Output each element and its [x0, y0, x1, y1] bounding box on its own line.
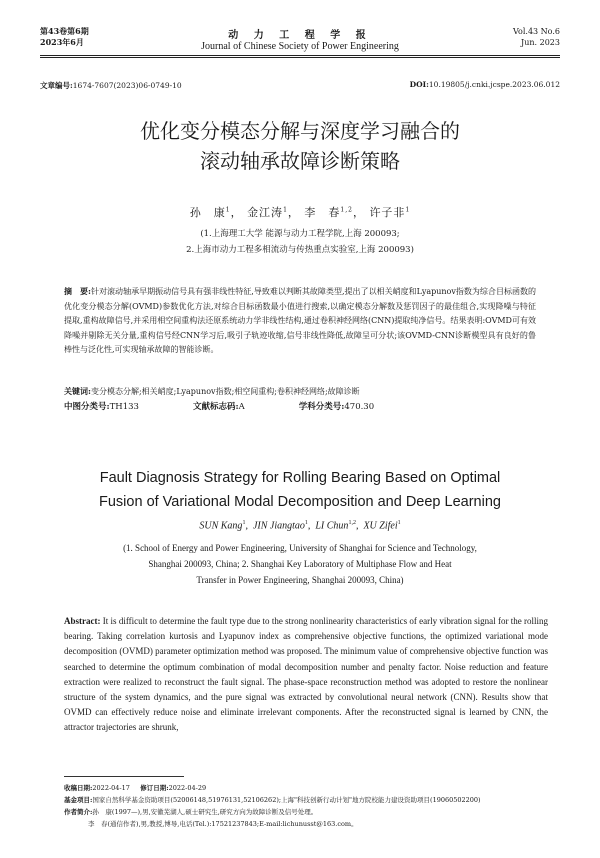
journal-header [40, 26, 560, 56]
author-en: XU Zifei [363, 520, 398, 532]
abstract-cn-text: 针对滚动轴承早期振动信号具有强非线性特征,导致难以判断其故障类型,提出了以相关峭度和Lyapunov指数为综合目标函数的优化变分模态分解(OVMD)参数优化方法,对综合目标函数最小值进行搜索,以确定模态分解数及惩罚因子的最佳组合,实现降噪与特征提取,重构故障信号,并采用相空间重构法还原系统动力学非线性结构,通过卷积神经网络(CNN)提取纯净信号。结果表明:OVMD可有效降噪并剔除无关分量,重构信号经CNN学习后,吸引子轨迹收缩,信号非线性降低,故障呈可分状;该OVMD-CNN诊断模型具有良好的鲁棒性与泛化性,可实现轴承故障的智能诊断。 [64, 287, 536, 354]
authors-cn: 孙 康$^1$， 金江涛$^1$， 李 春$^{1,2}$， 许子非$^1$ [189, 206, 411, 219]
abstract-cn [64, 284, 536, 358]
clc-value: TH133 [109, 402, 139, 412]
title-en [40, 466, 560, 514]
author-cn: 李 春 [304, 206, 341, 219]
author-cn-sup: 1 [225, 206, 231, 214]
author-cn: 金江涛 [247, 206, 284, 219]
article-meta [40, 80, 560, 91]
date-en: Jun. 2023 [521, 38, 560, 47]
article-number-label: 文章编号: [40, 81, 73, 90]
abstract-cn-label: 摘 要: [64, 286, 91, 296]
abstract-en-text: It is difficult to determine the fault type due to the strong nonlinearity characteristics of early vibration signal for the rolling bearing. Taking correlation kurtosis and Lyapunov index as comprehensive objective functions, the optimized variational mode decomposition (OVMD) parameter optimization method was proposed. The minimum value of comprehensive objective function was searched to determine the optimum combination of modal decomposition number and penalty factor. Noise reduction and feature extraction were realized to reconstruct the fault signal. The phase-space reconstruction method was adopted to restore the nonlinear structure of the system dynamics, and the pure signal was extracted by convolutional neural network (CNN). Results show that OVMD can effectively reduce noise and eliminate irrelevant components. After the reconstructed signal is learned by CNN, the attractor trajectories are shrunk, [64, 616, 548, 733]
author-en-sup: 1 [304, 520, 308, 526]
title-en-line2: Fusion of Variational Modal Decomposition and Deep Learning [99, 494, 501, 510]
title-cn-line2: 滚动轴承故障诊断策略 [200, 149, 400, 173]
author-cn: 许子非 [369, 206, 406, 219]
abstract-en [64, 614, 548, 736]
date-cn: 2023年6月 [40, 37, 84, 47]
author-en-sup: 1,2 [348, 520, 356, 526]
journal-name-en: Journal of Chinese Society of Power Engineering [201, 41, 399, 52]
clc-number [64, 400, 139, 412]
fund-label: 基金项目: [64, 796, 93, 804]
article-number-value: 1674-7607(2023)06-0749-10 [72, 81, 182, 90]
author-en: SUN Kang [199, 520, 243, 532]
author-en: LI Chun [315, 520, 349, 532]
affiliation-en-line2: Shanghai 200093, China; 2. Shanghai Key Laboratory of Multiphase Flow and Heat [148, 559, 452, 569]
subject-code-value: 470.30 [344, 402, 375, 412]
affiliation-cn-line1: (1.上海理工大学 能源与动力工程学院,上海 200093; [200, 229, 400, 239]
footnote-rule [64, 776, 184, 777]
volume-issue-cn: 第43卷第6期 [40, 26, 89, 36]
keywords-cn-label: 关键词: [64, 386, 91, 396]
journal-name-cn: 动 力 工 程 学 报 [228, 30, 372, 41]
title-cn [40, 116, 560, 176]
fund-text: 国家自然科学基金资助项目(52006148,51976131,52106262);上海"科技创新行动计划"地方院校能力建设资助项目(19060502200) [92, 796, 481, 804]
journal-name [40, 26, 560, 52]
affiliations-cn [40, 226, 560, 258]
subject-code [299, 400, 374, 412]
author-cn-sup: 1,2 [340, 206, 353, 214]
volume-issue-en: Vol.43 No.6 [513, 27, 560, 36]
clc-label: 中图分类号: [64, 402, 110, 412]
author-cn-sup: 1 [283, 206, 288, 214]
affiliation-en-line1: (1. School of Energy and Power Engineering, University of Shanghai for Science and Technology, [123, 543, 477, 553]
affiliations-en [56, 540, 544, 588]
author-bio-label: 作者简介: [64, 808, 93, 816]
author-en: JIN Jiangtao [252, 520, 305, 532]
author-en-sup: 1 [397, 520, 401, 526]
abstract-en-label: Abstract: [64, 616, 101, 626]
classification-cn [64, 400, 536, 412]
author-bio-text: 孙 康(1997—),男,安徽芜湖人,硕士研究生,研究方向为故障诊断及信号处理。 [92, 808, 318, 816]
revised-label: 修订日期: [140, 784, 169, 792]
title-en-line1: Fault Diagnosis Strategy for Rolling Bearing Based on Optimal [99, 470, 501, 486]
article-number [40, 80, 182, 91]
subject-code-label: 学科分类号: [298, 402, 345, 412]
corresponding-author-footnote: 李 春(通信作者),男,教授,博导,电话(Tel.):17521237843;E-mail:lichunusst@163.com。 [88, 820, 358, 828]
received-label: 收稿日期: [64, 784, 93, 792]
revised-date: 2022-04-29 [168, 784, 207, 792]
author-cn-sup: 1 [405, 206, 411, 214]
received-date: 2022-04-17 [92, 784, 130, 792]
keywords-cn [64, 384, 536, 399]
doi-label: DOI: [409, 80, 429, 89]
affiliation-cn-line2: 2.上海市动力工程多相流动与传热重点实验室,上海 200093) [186, 245, 414, 255]
author-bio-footnote [64, 806, 560, 818]
title-cn-line1: 优化变分模态分解与深度学习融合的 [140, 119, 460, 143]
author-en-sup: 1 [242, 520, 246, 526]
doi-value: 10.19805/j.cnki.jcspe.2023.06.012 [428, 80, 560, 89]
header-rule-top [40, 55, 560, 56]
header-rule-bottom [40, 57, 560, 58]
fund-footnote [64, 794, 560, 806]
keywords-cn-text: 变分模态分解;相关峭度;Lyapunov指数;相空间重构;卷积神经网络;故障诊断 [90, 387, 360, 396]
footnotes [64, 782, 560, 830]
authors-en: SUN Kang$^1$, JIN Jiangtao$^1$, LI Chun$^{1,2}$, XU Zifei$^1$ [199, 520, 401, 532]
author-cn: 孙 康 [189, 206, 226, 219]
doi [410, 80, 560, 91]
document-code [193, 400, 245, 412]
dates-footnote [64, 782, 560, 794]
document-code-label: 文献标志码: [192, 402, 239, 412]
affiliation-en-line3: Transfer in Power Engineering, Shanghai 200093, China) [196, 575, 404, 585]
document-code-value: A [238, 402, 245, 412]
